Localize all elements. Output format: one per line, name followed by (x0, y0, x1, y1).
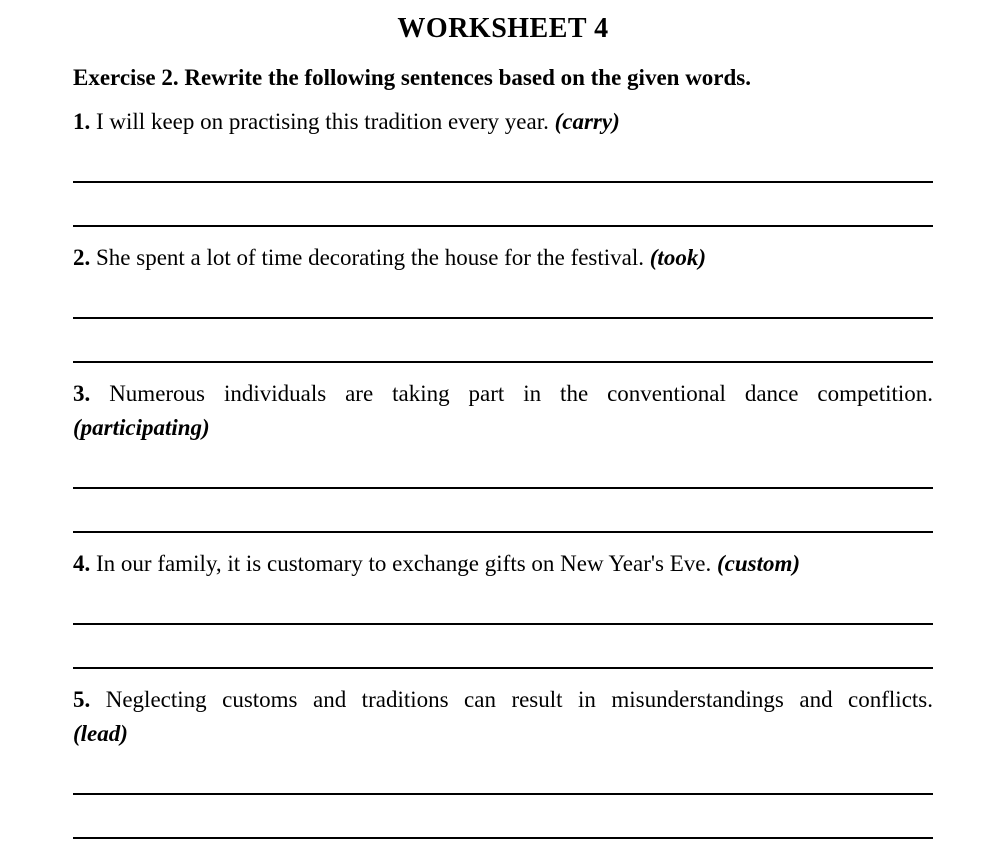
item-sentence: She spent a lot of time decorating the house for the festival. (96, 245, 645, 270)
item-sentence: Numerous individuals are taking part in the conventional dance competition. (109, 381, 933, 406)
item-number: 3. (73, 381, 91, 406)
item-text (73, 683, 933, 751)
exercise-item (73, 547, 933, 669)
item-keyword: (carry) (554, 109, 620, 134)
item-text (73, 241, 933, 275)
exercise-item (73, 683, 933, 839)
item-number: 5. (73, 687, 91, 712)
worksheet-title: WORKSHEET 4 (397, 13, 609, 44)
item-sentence-line (73, 683, 933, 717)
exercise-instruction: Exercise 2. Rewrite the following sentences based on the given words. (73, 65, 752, 90)
answer-line (73, 139, 933, 183)
item-sentence: I will keep on practising this tradition every year. (96, 109, 549, 134)
item-number: 1. (73, 109, 91, 134)
item-keyword: (lead) (73, 721, 128, 746)
item-text (73, 377, 933, 445)
item-text (73, 547, 933, 581)
item-keyword: (participating) (73, 415, 210, 440)
answer-line (73, 581, 933, 625)
exercise-item (73, 241, 933, 363)
answer-line (73, 625, 933, 669)
answer-line (73, 319, 933, 363)
item-sentence: In our family, it is customary to exchange gifts on New Year's Eve. (96, 551, 712, 576)
item-keyword: (took) (649, 245, 706, 270)
item-sentence: Neglecting customs and traditions can result in misunderstandings and conflicts. (105, 687, 933, 712)
answer-line (73, 275, 933, 319)
answer-line (73, 751, 933, 795)
item-number: 4. (73, 551, 91, 576)
item-number: 2. (73, 245, 91, 270)
answer-line (73, 183, 933, 227)
answer-line (73, 489, 933, 533)
item-text (73, 105, 933, 139)
item-sentence-line (73, 377, 933, 411)
item-keyword: (custom) (716, 551, 801, 576)
answer-line (73, 445, 933, 489)
answer-line (73, 795, 933, 839)
exercise-item (73, 377, 933, 533)
exercise-item (73, 105, 933, 227)
